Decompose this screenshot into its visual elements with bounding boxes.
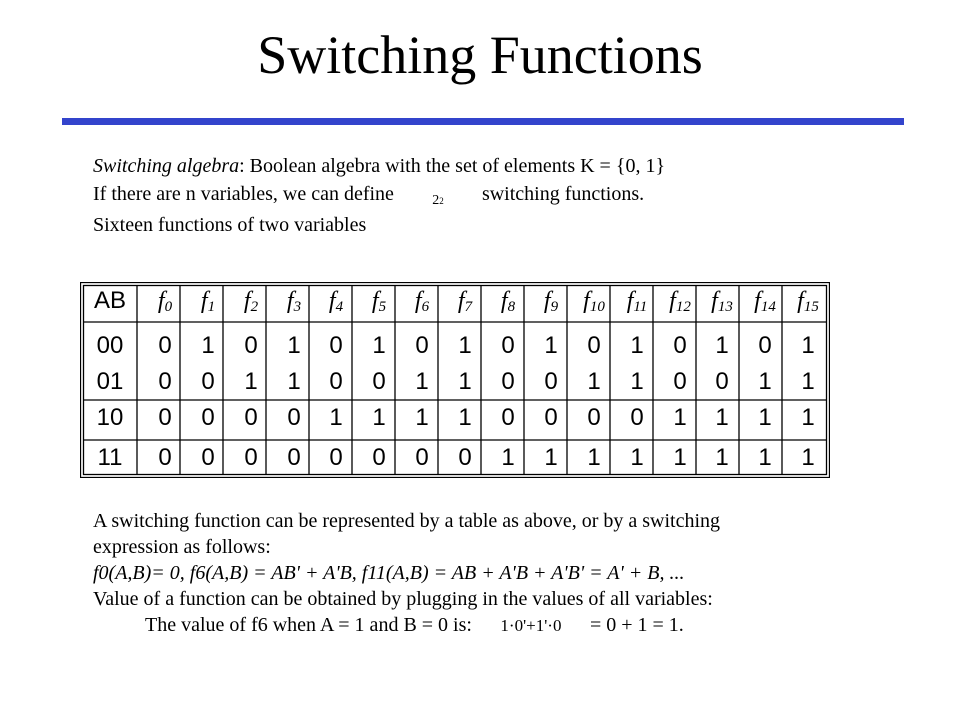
- table-cell: 0: [415, 332, 429, 359]
- table-cell: 0: [372, 368, 386, 395]
- table-cell: 1: [201, 332, 215, 359]
- table-cell: 1: [758, 444, 772, 471]
- title-divider: [62, 118, 904, 125]
- table-cell: 1: [758, 404, 772, 431]
- body-line-5: [93, 612, 720, 639]
- table-cell: 1: [801, 332, 815, 359]
- table-cell: 0: [587, 404, 601, 431]
- table-cell: 1: [715, 404, 729, 431]
- table-cell: 1: [287, 332, 301, 359]
- table-cell: 1: [415, 368, 429, 395]
- table-cell: 1: [544, 444, 558, 471]
- intro-text: [93, 152, 665, 239]
- table-header-f13: $f_{13}$: [711, 288, 733, 315]
- table-cell: 1: [244, 368, 258, 395]
- truth-table: [80, 282, 830, 478]
- table-header-f7: $f_7$: [457, 288, 473, 315]
- table-cell: 0: [158, 368, 172, 395]
- table-cell: 0: [158, 332, 172, 359]
- table-cell: 1: [715, 444, 729, 471]
- table-cell: 1: [673, 404, 687, 431]
- table-cell: 0: [244, 332, 258, 359]
- table-cell: 1: [630, 332, 644, 359]
- table-header-f5: $f_5$: [371, 288, 387, 315]
- table-cell: 0: [673, 368, 687, 395]
- table-row-label: 00: [96, 332, 124, 359]
- table-cell: 1: [329, 404, 343, 431]
- table-cell: 0: [201, 404, 215, 431]
- table-cell: 0: [715, 368, 729, 395]
- body-text: [93, 508, 720, 639]
- table-cell: 0: [201, 444, 215, 471]
- table-cell: 0: [287, 444, 301, 471]
- table-cell: 1: [673, 444, 687, 471]
- table-cell: 1: [801, 404, 815, 431]
- table-header-f6: $f_6$: [414, 288, 430, 315]
- table-cell: 1: [544, 332, 558, 359]
- intro-line-3: Sixteen functions of two variables: [93, 214, 367, 236]
- table-header-f0: $f_0$: [157, 288, 173, 315]
- table-header-f4: $f_4$: [328, 288, 344, 315]
- power-base: 2: [432, 193, 440, 208]
- table-cell: 0: [329, 332, 343, 359]
- body-line-2: expression as follows:: [93, 536, 271, 558]
- intro-line-2-post: switching functions.: [481, 183, 645, 205]
- table-cell: 1: [630, 444, 644, 471]
- table-cell: 0: [673, 332, 687, 359]
- table-cell: 1: [501, 444, 515, 471]
- table-cell: 0: [244, 444, 258, 471]
- body-line-4: Value of a function can be obtained by plugging in the values of all variables:: [93, 588, 713, 610]
- table-header-f3: $f_3$: [286, 288, 302, 315]
- table-cell: 1: [372, 404, 386, 431]
- table-row-label: 11: [97, 444, 123, 471]
- table-cell: 0: [501, 332, 515, 359]
- table-row-label: 01: [96, 368, 124, 395]
- power-exponent: 2: [439, 196, 444, 206]
- intro-line-1-rest: : Boolean algebra with the set of elements K = {0, 1}: [239, 155, 666, 177]
- table-cell: 1: [415, 404, 429, 431]
- table-cell: 1: [758, 368, 772, 395]
- switching-algebra-term: Switching algebra: [93, 155, 240, 177]
- table-cell: 1: [287, 368, 301, 395]
- intro-line-1: [93, 152, 665, 180]
- evaluation-expression: 1·0'+1'·0: [500, 616, 562, 635]
- intro-line-2: [93, 180, 665, 211]
- table-cell: 0: [630, 404, 644, 431]
- table-cell: 0: [201, 368, 215, 395]
- table-cell: 1: [458, 404, 472, 431]
- table-header-f8: $f_8$: [500, 288, 516, 315]
- table-cell: 1: [715, 332, 729, 359]
- table-cell: 1: [458, 332, 472, 359]
- intro-line-2-pre: If there are n variables, we can define: [93, 183, 394, 205]
- table-row-label: 10: [96, 404, 124, 431]
- page-title: Switching Functions: [257, 25, 703, 85]
- table-cell: 0: [158, 444, 172, 471]
- table-cell: 0: [501, 368, 515, 395]
- table-header-f2: $f_2$: [243, 288, 259, 315]
- body-line-5-pre: The value of f6 when A = 1 and B = 0 is:: [145, 614, 472, 636]
- table-cell: 1: [630, 368, 644, 395]
- table-cell: 1: [587, 368, 601, 395]
- table-cell: 0: [329, 444, 343, 471]
- body-line-3: [93, 560, 720, 586]
- table-header-f12: $f_{12}$: [669, 288, 691, 315]
- table-header-f15: $f_{15}$: [797, 288, 819, 315]
- table-header-f1: $f_1$: [200, 288, 216, 315]
- table-cell: 0: [415, 444, 429, 471]
- table-cell: 1: [801, 368, 815, 395]
- table-cell: 1: [372, 332, 386, 359]
- expression-examples: f0(A,B)= 0, f6(A,B) = AB' + A'B, f11(A,B) = AB + A'B + A'B' = A' + B, ...: [93, 562, 685, 584]
- table-header-f14: $f_{14}$: [754, 288, 776, 315]
- table-cell: 1: [801, 444, 815, 471]
- table-cell: 0: [501, 404, 515, 431]
- table-cell: 1: [458, 368, 472, 395]
- table-cell: 0: [587, 332, 601, 359]
- table-corner-label: AB: [93, 287, 126, 314]
- table-cell: 0: [244, 404, 258, 431]
- table-header-f10: $f_{10}$: [583, 288, 605, 315]
- table-cell: 0: [158, 404, 172, 431]
- body-line-1: A switching function can be represented by a table as above, or by a switching: [93, 510, 721, 532]
- table-cell: 0: [287, 404, 301, 431]
- table-cell: 0: [544, 368, 558, 395]
- table-cell: 0: [544, 404, 558, 431]
- table-header-f9: $f_9$: [543, 288, 559, 315]
- table-cell: 0: [758, 332, 772, 359]
- table-cell: 0: [372, 444, 386, 471]
- power-expression: [394, 187, 482, 215]
- table-header-f11: $f_{11}$: [626, 288, 648, 315]
- table-cell: 0: [329, 368, 343, 395]
- table-cell: 0: [458, 444, 472, 471]
- table-cell: 1: [587, 444, 601, 471]
- body-line-5-post: = 0 + 1 = 1.: [589, 614, 684, 636]
